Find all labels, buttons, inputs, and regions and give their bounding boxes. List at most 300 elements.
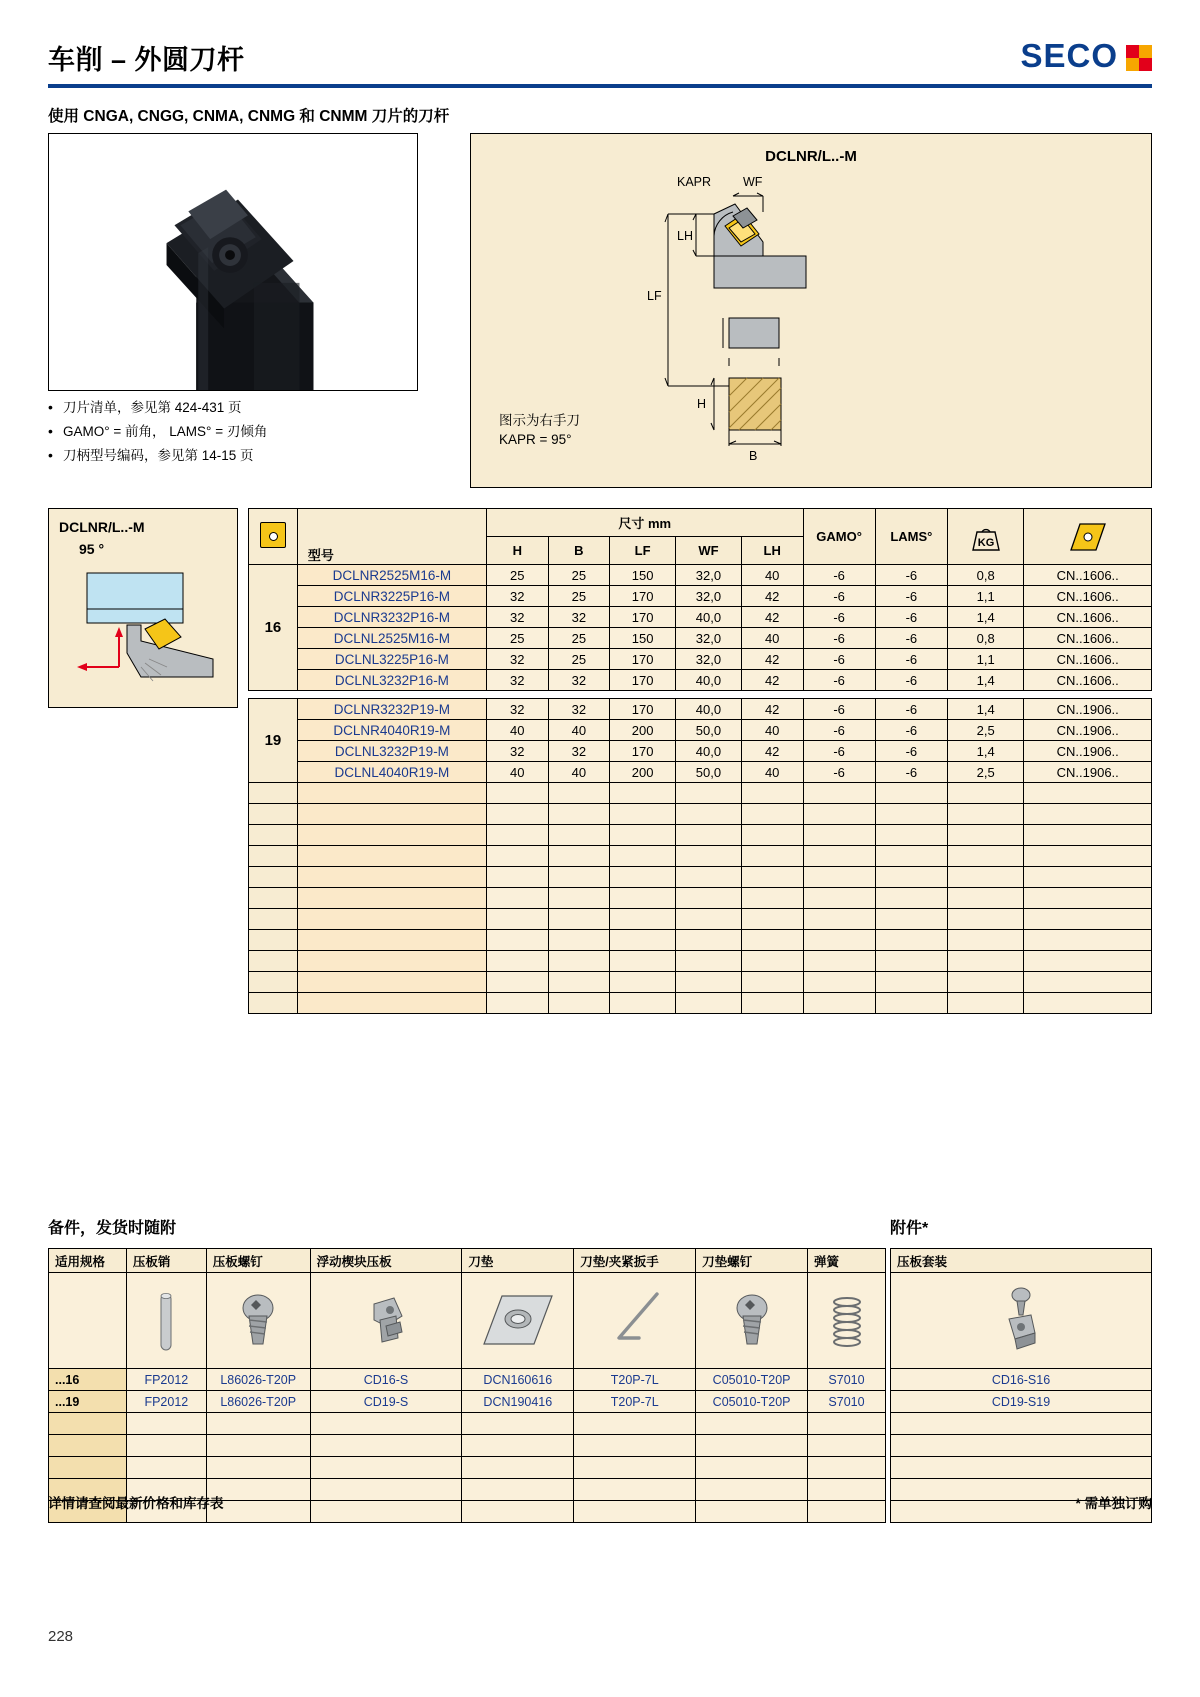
label-lh: LH xyxy=(677,229,693,243)
spare-row[interactable] xyxy=(49,1391,886,1413)
tool-photo-image xyxy=(49,134,417,390)
empty-cell xyxy=(610,825,676,846)
insert-shape-icon xyxy=(1068,521,1108,553)
table-row[interactable] xyxy=(249,586,1152,607)
table-header-row-1 xyxy=(249,509,1152,537)
spare-empty-row xyxy=(49,1435,886,1457)
technical-diagram xyxy=(470,133,1152,488)
spare-cell-shim-screw: C05010-T20P xyxy=(696,1391,808,1413)
empty-cell xyxy=(610,804,676,825)
empty-cell xyxy=(1024,825,1152,846)
spacer-cell xyxy=(947,691,1023,699)
empty-cell xyxy=(310,1413,462,1435)
spacer-cell xyxy=(676,691,742,699)
cell-lf: 170 xyxy=(610,607,676,628)
spacer-cell xyxy=(486,691,548,699)
empty-cell xyxy=(875,846,947,867)
empty-cell xyxy=(947,846,1023,867)
cell-kg: 2,5 xyxy=(947,720,1023,741)
empty-cell xyxy=(696,1457,808,1479)
empty-cell xyxy=(947,867,1023,888)
empty-cell xyxy=(1024,804,1152,825)
cell-lf: 170 xyxy=(610,699,676,720)
spare-col-wrench: 刀垫/夹紧扳手 xyxy=(574,1249,696,1273)
cell-kg: 1,4 xyxy=(947,699,1023,720)
empty-cell xyxy=(891,1457,1152,1479)
empty-cell xyxy=(297,888,486,909)
acc-header-row xyxy=(891,1249,1152,1273)
footer-note-left: 详情请查阅最新价格和库存表 xyxy=(48,1496,224,1511)
cell-b: 32 xyxy=(548,670,610,691)
spacer-cell xyxy=(875,691,947,699)
seco-flag-icon xyxy=(1126,45,1152,71)
accessories-title: 附件* xyxy=(890,1220,929,1237)
spare-cell-shim: DCN190416 xyxy=(462,1391,574,1413)
insert-size-group: 19 xyxy=(249,699,298,783)
empty-cell xyxy=(808,1457,886,1479)
cell-lh: 42 xyxy=(741,607,803,628)
empty-cell xyxy=(486,783,548,804)
empty-cell xyxy=(947,783,1023,804)
spare-header-row xyxy=(49,1249,886,1273)
cell-b: 32 xyxy=(548,607,610,628)
empty-cell xyxy=(548,867,610,888)
empty-cell xyxy=(249,804,298,825)
table-empty-row xyxy=(249,909,1152,930)
empty-cell xyxy=(741,909,803,930)
empty-cell xyxy=(875,804,947,825)
empty-cell xyxy=(249,867,298,888)
cell-insert: CN..1906.. xyxy=(1024,741,1152,762)
cell-gamo: -6 xyxy=(803,699,875,720)
pin-icon xyxy=(126,1273,206,1369)
cell-gamo: -6 xyxy=(803,762,875,783)
empty-cell xyxy=(486,951,548,972)
cell-kg: 0,8 xyxy=(947,628,1023,649)
empty-cell xyxy=(1024,783,1152,804)
empty-cell xyxy=(297,909,486,930)
empty-cell xyxy=(486,888,548,909)
cell-lams: -6 xyxy=(875,586,947,607)
empty-cell xyxy=(891,1413,1152,1435)
empty-cell xyxy=(947,825,1023,846)
empty-cell xyxy=(297,846,486,867)
empty-cell xyxy=(310,1479,462,1501)
empty-cell xyxy=(875,993,947,1014)
empty-cell xyxy=(548,846,610,867)
acc-cell-clampset: CD16-S16 xyxy=(891,1369,1152,1391)
cell-lf: 170 xyxy=(610,741,676,762)
cell-h: 32 xyxy=(486,586,548,607)
cell-lh: 40 xyxy=(741,762,803,783)
cell-lams: -6 xyxy=(875,607,947,628)
empty-cell xyxy=(548,930,610,951)
spring-icon xyxy=(808,1273,886,1369)
cell-lams: -6 xyxy=(875,670,947,691)
label-wf: WF xyxy=(743,175,763,189)
empty-cell xyxy=(803,909,875,930)
table-empty-row xyxy=(249,867,1152,888)
spare-icon-size-blank xyxy=(49,1273,127,1369)
cell-lh: 40 xyxy=(741,720,803,741)
cell-lf: 150 xyxy=(610,565,676,586)
empty-cell xyxy=(875,972,947,993)
note-item: • 刀片清单，参见第 424-431 页 xyxy=(48,398,428,418)
empty-cell xyxy=(875,930,947,951)
spare-cell-wrench: T20P-7L xyxy=(574,1369,696,1391)
cell-lh: 42 xyxy=(741,741,803,762)
empty-cell xyxy=(486,972,548,993)
cell-h: 40 xyxy=(486,762,548,783)
angle-diagram xyxy=(48,508,238,708)
empty-cell xyxy=(206,1457,310,1479)
table-empty-row xyxy=(249,930,1152,951)
note-item: • GAMO° = 前角， LAMS° = 刃倾角 xyxy=(48,422,428,442)
label-lf: LF xyxy=(647,289,662,303)
empty-cell xyxy=(310,1457,462,1479)
empty-cell xyxy=(947,888,1023,909)
spare-size-cell: ...19 xyxy=(49,1391,127,1413)
empty-cell xyxy=(803,825,875,846)
spacer-cell xyxy=(249,691,298,699)
table-row[interactable] xyxy=(249,649,1152,670)
empty-cell xyxy=(574,1413,696,1435)
empty-cell xyxy=(297,930,486,951)
empty-cell xyxy=(741,846,803,867)
table-spacer-row xyxy=(249,691,1152,699)
empty-cell xyxy=(206,1413,310,1435)
tool-photo-box xyxy=(48,133,418,391)
spare-col-screw: 压板螺钉 xyxy=(206,1249,310,1273)
toolholder-table xyxy=(248,508,1152,1014)
empty-cell xyxy=(741,993,803,1014)
spare-cell-pin: FP2012 xyxy=(126,1369,206,1391)
cell-lf: 170 xyxy=(610,649,676,670)
cell-wf: 32,0 xyxy=(676,649,742,670)
empty-cell xyxy=(808,1501,886,1523)
wrench-icon xyxy=(574,1273,696,1369)
model-cell[interactable]: DCLNL3232P19-M xyxy=(297,741,486,762)
empty-cell xyxy=(947,951,1023,972)
cell-kg: 1,4 xyxy=(947,607,1023,628)
spare-cell-wrench: T20P-7L xyxy=(574,1391,696,1413)
col-h: H xyxy=(486,537,548,565)
empty-cell xyxy=(803,972,875,993)
cell-wf: 50,0 xyxy=(676,720,742,741)
floating-clamp-icon xyxy=(310,1273,462,1369)
cell-insert: CN..1606.. xyxy=(1024,670,1152,691)
diagram-note-line1: 图示为右手刀 xyxy=(499,413,580,428)
cell-lh: 40 xyxy=(741,565,803,586)
table-empty-row xyxy=(249,972,1152,993)
empty-cell xyxy=(875,909,947,930)
empty-cell xyxy=(486,930,548,951)
cell-lf: 170 xyxy=(610,670,676,691)
empty-cell xyxy=(49,1457,127,1479)
empty-cell xyxy=(462,1501,574,1523)
empty-cell xyxy=(574,1457,696,1479)
cell-h: 32 xyxy=(486,699,548,720)
spare-cell-screw: L86026-T20P xyxy=(206,1391,310,1413)
empty-cell xyxy=(249,930,298,951)
empty-cell xyxy=(297,804,486,825)
empty-cell xyxy=(249,951,298,972)
empty-cell xyxy=(249,825,298,846)
empty-cell xyxy=(741,804,803,825)
spare-cell-shim-screw: C05010-T20P xyxy=(696,1369,808,1391)
cell-lf: 200 xyxy=(610,720,676,741)
cell-wf: 32,0 xyxy=(676,586,742,607)
spare-row[interactable] xyxy=(49,1369,886,1391)
empty-cell xyxy=(696,1413,808,1435)
spacer-cell xyxy=(610,691,676,699)
col-weight xyxy=(947,509,1023,565)
cell-kg: 2,5 xyxy=(947,762,1023,783)
empty-cell xyxy=(1024,972,1152,993)
cell-lams: -6 xyxy=(875,720,947,741)
empty-cell xyxy=(297,867,486,888)
empty-cell xyxy=(808,1479,886,1501)
table-row[interactable] xyxy=(249,670,1152,691)
table-row[interactable] xyxy=(249,699,1152,720)
empty-cell xyxy=(696,1501,808,1523)
spare-cell-pin: FP2012 xyxy=(126,1391,206,1413)
empty-cell xyxy=(676,888,742,909)
empty-cell xyxy=(462,1479,574,1501)
clamp-set-icon xyxy=(891,1273,1152,1369)
empty-cell xyxy=(548,825,610,846)
col-insert xyxy=(1024,509,1152,565)
cell-gamo: -6 xyxy=(803,649,875,670)
model-cell[interactable]: DCLNL2525M16-M xyxy=(297,628,486,649)
empty-cell xyxy=(947,804,1023,825)
cell-lf: 150 xyxy=(610,628,676,649)
col-lf: LF xyxy=(610,537,676,565)
acc-cell-clampset: CD19-S19 xyxy=(891,1391,1152,1413)
spacer-cell xyxy=(297,691,486,699)
table-row[interactable] xyxy=(249,565,1152,586)
diagram-title: DCLNR/L..-M xyxy=(765,148,857,165)
spare-icon-row xyxy=(49,1273,886,1369)
empty-cell xyxy=(548,993,610,1014)
spare-cell-clamp: CD19-S xyxy=(310,1391,462,1413)
spare-col-size: 适用规格 xyxy=(49,1249,127,1273)
empty-cell xyxy=(891,1435,1152,1457)
spacer-cell xyxy=(803,691,875,699)
table-row[interactable] xyxy=(249,741,1152,762)
cell-kg: 1,1 xyxy=(947,649,1023,670)
empty-cell xyxy=(803,993,875,1014)
table-empty-row xyxy=(249,804,1152,825)
empty-cell xyxy=(249,783,298,804)
cell-wf: 50,0 xyxy=(676,762,742,783)
cell-lams: -6 xyxy=(875,762,947,783)
table-empty-row xyxy=(249,825,1152,846)
col-model: 型号 xyxy=(297,509,486,565)
empty-cell xyxy=(126,1413,206,1435)
empty-cell xyxy=(548,909,610,930)
model-cell[interactable]: DCLNL3232P16-M xyxy=(297,670,486,691)
spare-col-spring: 弹簧 xyxy=(808,1249,886,1273)
table-empty-row xyxy=(249,888,1152,909)
cell-wf: 40,0 xyxy=(676,607,742,628)
weight-icon xyxy=(967,520,1005,554)
empty-cell xyxy=(803,888,875,909)
empty-cell xyxy=(803,783,875,804)
angle-diagram-title: DCLNR/L..-M xyxy=(59,519,145,535)
empty-cell xyxy=(808,1435,886,1457)
empty-cell xyxy=(875,825,947,846)
cell-b: 25 xyxy=(548,586,610,607)
empty-cell xyxy=(610,951,676,972)
spare-size-cell: ...16 xyxy=(49,1369,127,1391)
empty-cell xyxy=(297,825,486,846)
model-cell[interactable]: DCLNR4040R19-M xyxy=(297,720,486,741)
table-empty-row xyxy=(249,993,1152,1014)
cell-gamo: -6 xyxy=(803,607,875,628)
table-row[interactable] xyxy=(249,720,1152,741)
spare-cell-spring: S7010 xyxy=(808,1391,886,1413)
empty-cell xyxy=(676,783,742,804)
cell-kg: 1,1 xyxy=(947,586,1023,607)
empty-cell xyxy=(126,1457,206,1479)
empty-cell xyxy=(875,951,947,972)
table-empty-row xyxy=(249,783,1152,804)
acc-row[interactable] xyxy=(891,1391,1152,1413)
empty-cell xyxy=(249,993,298,1014)
cell-lams: -6 xyxy=(875,699,947,720)
empty-cell xyxy=(947,909,1023,930)
model-cell[interactable]: DCLNR3232P16-M xyxy=(297,607,486,628)
empty-cell xyxy=(803,867,875,888)
col-b: B xyxy=(548,537,610,565)
table-row[interactable] xyxy=(249,762,1152,783)
empty-cell xyxy=(49,1435,127,1457)
empty-cell xyxy=(875,783,947,804)
empty-cell xyxy=(676,972,742,993)
label-kapr: KAPR xyxy=(677,175,712,189)
empty-cell xyxy=(741,888,803,909)
insert-size-group: 16 xyxy=(249,565,298,691)
empty-cell xyxy=(741,783,803,804)
empty-cell xyxy=(486,804,548,825)
table-empty-row xyxy=(249,951,1152,972)
brand-name: SECO xyxy=(1020,37,1118,74)
empty-cell xyxy=(610,972,676,993)
spare-col-shimscrew: 刀垫螺钉 xyxy=(696,1249,808,1273)
empty-cell xyxy=(574,1435,696,1457)
model-cell[interactable]: DCLNL3225P16-M xyxy=(297,649,486,670)
empty-cell xyxy=(696,1435,808,1457)
cell-lams: -6 xyxy=(875,741,947,762)
col-wf: WF xyxy=(676,537,742,565)
empty-cell xyxy=(486,846,548,867)
cell-insert: CN..1606.. xyxy=(1024,649,1152,670)
empty-cell xyxy=(1024,909,1152,930)
empty-cell xyxy=(548,951,610,972)
cell-wf: 32,0 xyxy=(676,628,742,649)
cell-h: 25 xyxy=(486,628,548,649)
cell-b: 25 xyxy=(548,628,610,649)
model-cell[interactable]: DCLNL4040R19-M xyxy=(297,762,486,783)
empty-cell xyxy=(875,867,947,888)
empty-cell xyxy=(297,972,486,993)
empty-cell xyxy=(1024,951,1152,972)
spacer-cell xyxy=(1024,691,1152,699)
cell-kg: 0,8 xyxy=(947,565,1023,586)
accessories-table xyxy=(890,1248,1152,1523)
diagram-note xyxy=(499,411,580,449)
acc-empty-row xyxy=(891,1413,1152,1435)
label-h: H xyxy=(697,397,707,411)
empty-cell xyxy=(947,930,1023,951)
empty-cell xyxy=(462,1457,574,1479)
cell-insert: CN..1906.. xyxy=(1024,699,1152,720)
empty-cell xyxy=(803,951,875,972)
cell-h: 32 xyxy=(486,649,548,670)
empty-cell xyxy=(676,846,742,867)
cell-gamo: -6 xyxy=(803,586,875,607)
page-number: 228 xyxy=(48,1628,74,1645)
spare-cell-spring: S7010 xyxy=(808,1369,886,1391)
model-cell[interactable]: DCLNR3232P19-M xyxy=(297,699,486,720)
empty-cell xyxy=(310,1501,462,1523)
cell-b: 32 xyxy=(548,699,610,720)
empty-cell xyxy=(610,783,676,804)
note-item: • 刀柄型号编码，参见第 14-15 页 xyxy=(48,446,428,466)
empty-cell xyxy=(297,783,486,804)
cell-wf: 40,0 xyxy=(676,741,742,762)
cell-wf: 40,0 xyxy=(676,670,742,691)
empty-cell xyxy=(947,993,1023,1014)
empty-cell xyxy=(808,1413,886,1435)
empty-cell xyxy=(676,909,742,930)
clamp-screw-icon xyxy=(206,1273,310,1369)
cell-lh: 42 xyxy=(741,649,803,670)
model-cell[interactable]: DCLNR2525M16-M xyxy=(297,565,486,586)
empty-cell xyxy=(1024,888,1152,909)
cell-h: 32 xyxy=(486,670,548,691)
empty-cell xyxy=(610,993,676,1014)
col-lh: LH xyxy=(741,537,803,565)
cell-lams: -6 xyxy=(875,649,947,670)
cell-h: 25 xyxy=(486,565,548,586)
empty-cell xyxy=(676,951,742,972)
col-dimensions: 尺寸 mm xyxy=(486,509,803,537)
model-cell[interactable]: DCLNR3225P16-M xyxy=(297,586,486,607)
empty-cell xyxy=(741,951,803,972)
empty-cell xyxy=(548,888,610,909)
empty-cell xyxy=(696,1479,808,1501)
spare-cell-clamp: CD16-S xyxy=(310,1369,462,1391)
cell-kg: 1,4 xyxy=(947,670,1023,691)
spare-empty-row xyxy=(49,1413,886,1435)
table-row[interactable] xyxy=(249,628,1152,649)
empty-cell xyxy=(249,846,298,867)
cell-lh: 42 xyxy=(741,670,803,691)
cell-h: 32 xyxy=(486,741,548,762)
empty-cell xyxy=(548,783,610,804)
acc-row[interactable] xyxy=(891,1369,1152,1391)
table-row[interactable] xyxy=(249,607,1152,628)
notes-list xyxy=(48,398,428,470)
spare-empty-row xyxy=(49,1457,886,1479)
cell-b: 32 xyxy=(548,741,610,762)
cell-lams: -6 xyxy=(875,565,947,586)
page-subtitle: 使用 CNGA, CNGG, CNMA, CNMG 和 CNMM 刀片的刀杆 xyxy=(48,108,450,125)
spare-col-clamp: 浮动楔块压板 xyxy=(310,1249,462,1273)
svg-text:KG: KG xyxy=(977,536,994,549)
